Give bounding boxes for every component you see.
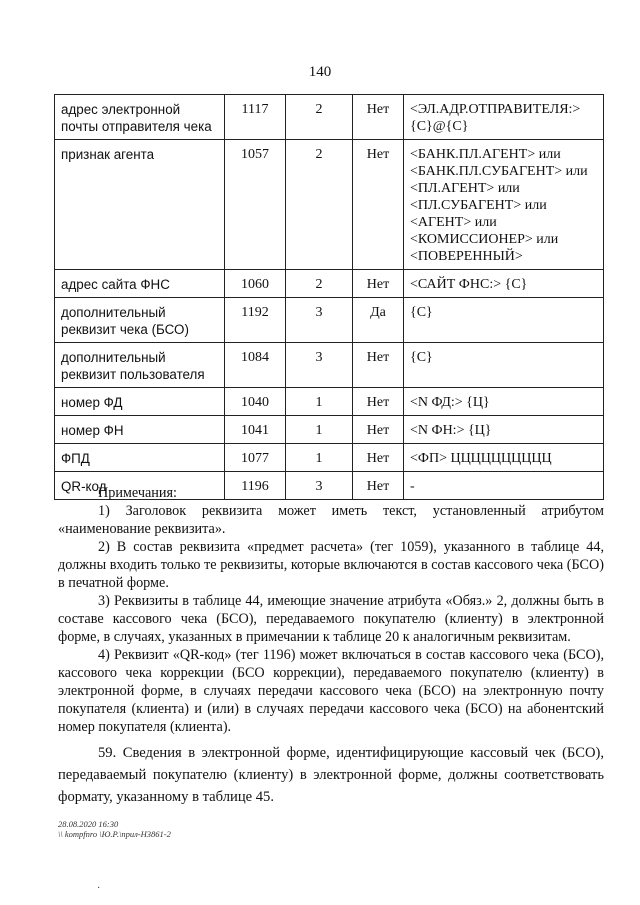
required-cell: Да bbox=[353, 298, 404, 343]
note-item: 4) Реквизит «QR-код» (тег 1196) может включаться в состав кассового чека (БСО), кассового чека коррекции (БСО коррекции), передаваемого покупателю (клиенту) в электронной форме, в случаях передачи кассового чека (БСО) на электронную почту покупателя (клиента) и (или) в случаях передачи кассового чека (БСО) на абонентский номер покупателя (клиента). bbox=[58, 647, 604, 735]
value-cell: <N ФН:> {Ц} bbox=[404, 416, 604, 444]
tag-cell: 1192 bbox=[225, 298, 286, 343]
tag-cell: 1117 bbox=[225, 95, 286, 140]
table-row bbox=[55, 444, 604, 472]
footer-path: \\ kompfnro \Ю.Р.\прил-Н3861-2 bbox=[58, 829, 171, 839]
tag-cell: 1077 bbox=[225, 444, 286, 472]
requisite-name-cell: ФПД bbox=[55, 444, 225, 472]
table-row bbox=[55, 343, 604, 388]
tag-cell: 1196 bbox=[225, 472, 286, 500]
note-item: 2) В состав реквизита «предмет расчета» (тег 1059), указанного в таблице 44, должны входить только те реквизиты, которые включаются в состав кассового чека (БСО) в печатной форме. bbox=[58, 539, 604, 591]
table-row bbox=[55, 270, 604, 298]
tag-cell: 1060 bbox=[225, 270, 286, 298]
value-cell: <N ФД:> {Ц} bbox=[404, 388, 604, 416]
stray-mark: · bbox=[97, 883, 101, 894]
format-cell: 2 bbox=[286, 270, 353, 298]
value-cell: {С} bbox=[404, 343, 604, 388]
format-cell: 2 bbox=[286, 95, 353, 140]
value-cell: - bbox=[404, 472, 604, 500]
value-cell: <ФП> ЦЦЦЦЦЦЦЦЦЦ bbox=[404, 444, 604, 472]
value-cell: <БАНК.ПЛ.АГЕНТ> или <БАНК.ПЛ.СУБАГЕНТ> или <ПЛ.АГЕНТ> или <ПЛ.СУБАГЕНТ> или <АГЕНТ> или <КОМИССИОНЕР> или <ПОВЕРЕННЫЙ> bbox=[404, 140, 604, 270]
value-cell: <САЙТ ФНС:> {С} bbox=[404, 270, 604, 298]
format-cell: 1 bbox=[286, 388, 353, 416]
value-cell: <ЭЛ.АДР.ОТПРАВИТЕЛЯ:> {С}@{С} bbox=[404, 95, 604, 140]
requisite-name-cell: дополнительный реквизит чека (БСО) bbox=[55, 298, 225, 343]
requisite-name-cell: признак агента bbox=[55, 140, 225, 270]
paragraph-59 bbox=[58, 742, 604, 808]
note-item: 3) Реквизиты в таблице 44, имеющие значение атрибута «Обяз.» 2, должны быть в составе кассового чека (БСО), передаваемого покупателю (клиенту) в электронной форме, в случаях, указанных в примечании к таблице 20 к аналогичным реквизитам. bbox=[58, 593, 604, 645]
required-cell: Нет bbox=[353, 343, 404, 388]
requisite-name-cell: дополнительный реквизит пользователя bbox=[55, 343, 225, 388]
format-cell: 3 bbox=[286, 298, 353, 343]
page-number: 140 bbox=[308, 64, 332, 80]
paragraph-59-text: 59. Сведения в электронной форме, идентифицирующие кассовый чек (БСО), передаваемый покупателю (клиенту) в электронной форме, должны соответствовать формату, указанному в таблице 45. bbox=[58, 745, 604, 805]
tag-cell: 1084 bbox=[225, 343, 286, 388]
format-cell: 3 bbox=[286, 343, 353, 388]
required-cell: Нет bbox=[353, 444, 404, 472]
footer-date: 28.08.2020 16:30 bbox=[58, 819, 119, 829]
required-cell: Нет bbox=[353, 388, 404, 416]
required-cell: Нет bbox=[353, 140, 404, 270]
table-row bbox=[55, 416, 604, 444]
format-cell: 2 bbox=[286, 140, 353, 270]
requisite-name-cell: QR-код bbox=[55, 472, 225, 500]
requisite-name-cell: номер ФН bbox=[55, 416, 225, 444]
tag-cell: 1040 bbox=[225, 388, 286, 416]
required-cell: Нет bbox=[353, 95, 404, 140]
tag-cell: 1041 bbox=[225, 416, 286, 444]
notes-title: Примечания: bbox=[98, 485, 177, 501]
requisites-table bbox=[54, 94, 604, 500]
tag-cell: 1057 bbox=[225, 140, 286, 270]
notes-section bbox=[58, 484, 604, 736]
requisite-name-cell: адрес сайта ФНС bbox=[55, 270, 225, 298]
format-cell: 1 bbox=[286, 444, 353, 472]
requisite-name-cell: номер ФД bbox=[55, 388, 225, 416]
document-footer bbox=[58, 819, 171, 839]
format-cell: 3 bbox=[286, 472, 353, 500]
table-row bbox=[55, 298, 604, 343]
format-cell: 1 bbox=[286, 416, 353, 444]
table-row bbox=[55, 140, 604, 270]
table-row bbox=[55, 95, 604, 140]
required-cell: Нет bbox=[353, 270, 404, 298]
requisites-table-body bbox=[55, 95, 604, 500]
required-cell: Нет bbox=[353, 416, 404, 444]
required-cell: Нет bbox=[353, 472, 404, 500]
requisite-name-cell: адрес электронной почты отправителя чека bbox=[55, 95, 225, 140]
value-cell: {С} bbox=[404, 298, 604, 343]
note-item: 1) Заголовок реквизита может иметь текст, установленный атрибутом «наименование реквизита». bbox=[58, 503, 604, 537]
table-row bbox=[55, 388, 604, 416]
